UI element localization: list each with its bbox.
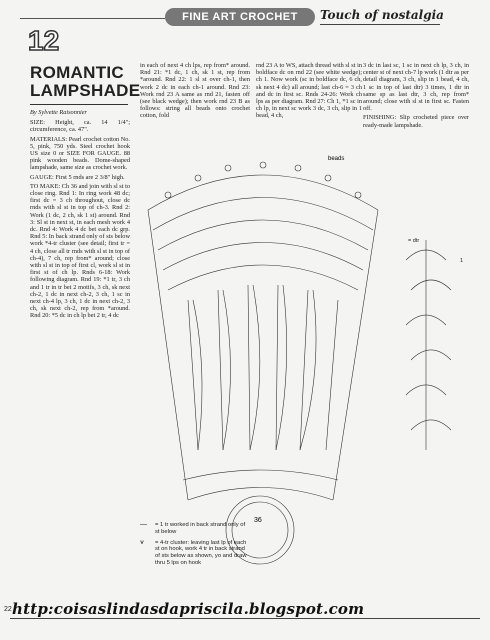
bead-picots: [165, 162, 361, 198]
beads-label: beads: [328, 156, 345, 162]
footer-rule: [10, 618, 480, 619]
legend-text: = 4-tr cluster: leaving last lp of each st on hook, work 4 tr in back strand of sts below as shown, yo and draw thru 5 lps on hook: [155, 539, 247, 566]
bottom-arc: [183, 470, 338, 480]
fan-motifs: [188, 285, 338, 450]
instructions-column-2: [140, 62, 250, 122]
materials-paragraph: MATERIALS: Pearl crochet cotton No. 5, pink, 750 yds. Steel crochet hook US size 0 or SIZE FOR GAUGE. 88 pink wooden beads. Dome-shaped lampshade, same size as crochet work.: [30, 135, 130, 172]
dtr-symbol-label: = dtr: [408, 238, 420, 244]
pattern-title: [30, 64, 140, 100]
header-rule: [20, 18, 165, 19]
title-line-1: ROMANTIC: [30, 63, 124, 82]
pattern-number: 12: [28, 25, 60, 56]
crochet-chart-diagram: [128, 150, 398, 570]
instructions-column-4: [363, 62, 469, 131]
source-url: http:coisaslindasdapriscila.blogspot.com: [12, 600, 365, 618]
center-count-label: 36: [254, 517, 262, 524]
to-make-paragraph: TO MAKE: Ch 36 and join with sl st to close ring. Rnd 1: In ring work 48 dc; first dc = 3 ch throughout, close dc rnds with sl st in top of ch-3. Rnd 2: Work (1 dc, 2 ch, sk 1 st) around. Rnd 3: Sl st in next st, in each mesh work 4 dc. Rnd 4: Work 4 dc bet each dc grp. Rnd 5: In back strand only of sts below work *4-tr cluster (see detail; first tr = 4 ch, close all tr rnds with sl st in top of ch-4), 7 ch, rep from* around; close with sl st in top of first cl, work sl st in first st of ch lp. Rnds 6-18: Work following diagram. Rnd 19: *1 tr, 3 ch and 1 tr in tr bet 2 motifs, 3 ch, sk next ch-2, 1 dc in next ch-2, 3 ch, 1 sc in next ch-4 lp, 3 ch, 1 dc in next ch-2, 3 ch, sk next ch-2, rep from *around. Rnd 20: *5 dc in ch lp bet 2 tr, 4 dc: [30, 182, 130, 320]
instructions-column-1: [30, 109, 130, 322]
left-wedge-edge: [148, 210, 188, 500]
rounds-paragraph-2: rnd 23 A to WS, attach thread with sl st in boldface dc on rnd 22 (see white wedge); ch 1. Now work (sc in boldface dc, 6 ch, sk next 4 dc) all around; last ch-6 = 3 ch and dc in first sc. Rnds 24-26: Work ch lps as per diagram. Rnd 27: Ch 1, *1 sc in ch lp, in next sc work 3 dc, 3 ch, slip in 1 bead, 4 ch,: [256, 62, 362, 120]
instructions-column-3: [256, 62, 362, 122]
title-line-2: LAMPSHADE: [30, 81, 141, 100]
bottom-arc-2: [188, 488, 333, 501]
page-number: 22: [4, 606, 12, 613]
legend-text: = 1 tr worked in back strand only of st below: [155, 522, 246, 535]
finishing-paragraph: FINISHING: Slip crocheted piece over ready-made lampshade.: [363, 114, 469, 129]
tagline-rule: [320, 24, 440, 25]
stitch-row-arc: [168, 265, 358, 290]
gauge-paragraph: GAUGE: First 5 rnds are 2 3/8" high.: [30, 173, 125, 181]
dtr-detail-diagram: [396, 230, 466, 460]
magazine-tagline: Touch of nostalgia: [320, 8, 444, 22]
legend-item: [140, 540, 250, 567]
legend-item: [140, 522, 250, 536]
detail-number-label: 1: [460, 258, 464, 264]
tr-symbol-icon: —: [140, 521, 147, 528]
size-paragraph: SIZE: Height, ca. 14 1/4"; circumference, ca. 47".: [30, 119, 130, 134]
rounds-paragraph: in each of next 4 ch lps, rep from* around. Rnd 21: *1 dc, 1 ch, sk 1 st, rep from *around. Rnd 22: 1 sl st over ch-1, then work 2 dc in each ch-1 around. Rnd 23: Work rnd 23 A same as rnd 21, fasten off (see black wedge); then work rnd 23 B as follows: string all beads onto crochet cotton, fold: [140, 62, 250, 120]
outer-edge-arc: [148, 175, 378, 210]
section-title: FINE ART CROCHET: [182, 11, 298, 23]
title-rule: [30, 104, 128, 105]
stitch-legend: [140, 522, 250, 571]
chain-loop-arc-1: [153, 198, 373, 231]
rounds-paragraph-3: 3 dc in last sc, 1 sc in next ch lp, 3 ch, in center st of next ch-7 lp work (1 dtr as per detail diagram, 3 ch, slip in 1 bead, 4 ch, 1 sc in top of last dtr) 3 times, 1 dtr in same sp as last dtr, 3 ch, rep from* around; close with sl st in first sc. Fasten off.: [363, 62, 469, 113]
chain-loop-arc-3: [163, 243, 363, 271]
byline: By Sylvette Raisonnier: [30, 109, 88, 116]
cluster-symbol-icon: ⩛: [140, 538, 144, 546]
right-wedge-edge: [333, 210, 378, 500]
section-banner: [165, 8, 315, 26]
chain-loop-arc-2: [158, 220, 368, 250]
